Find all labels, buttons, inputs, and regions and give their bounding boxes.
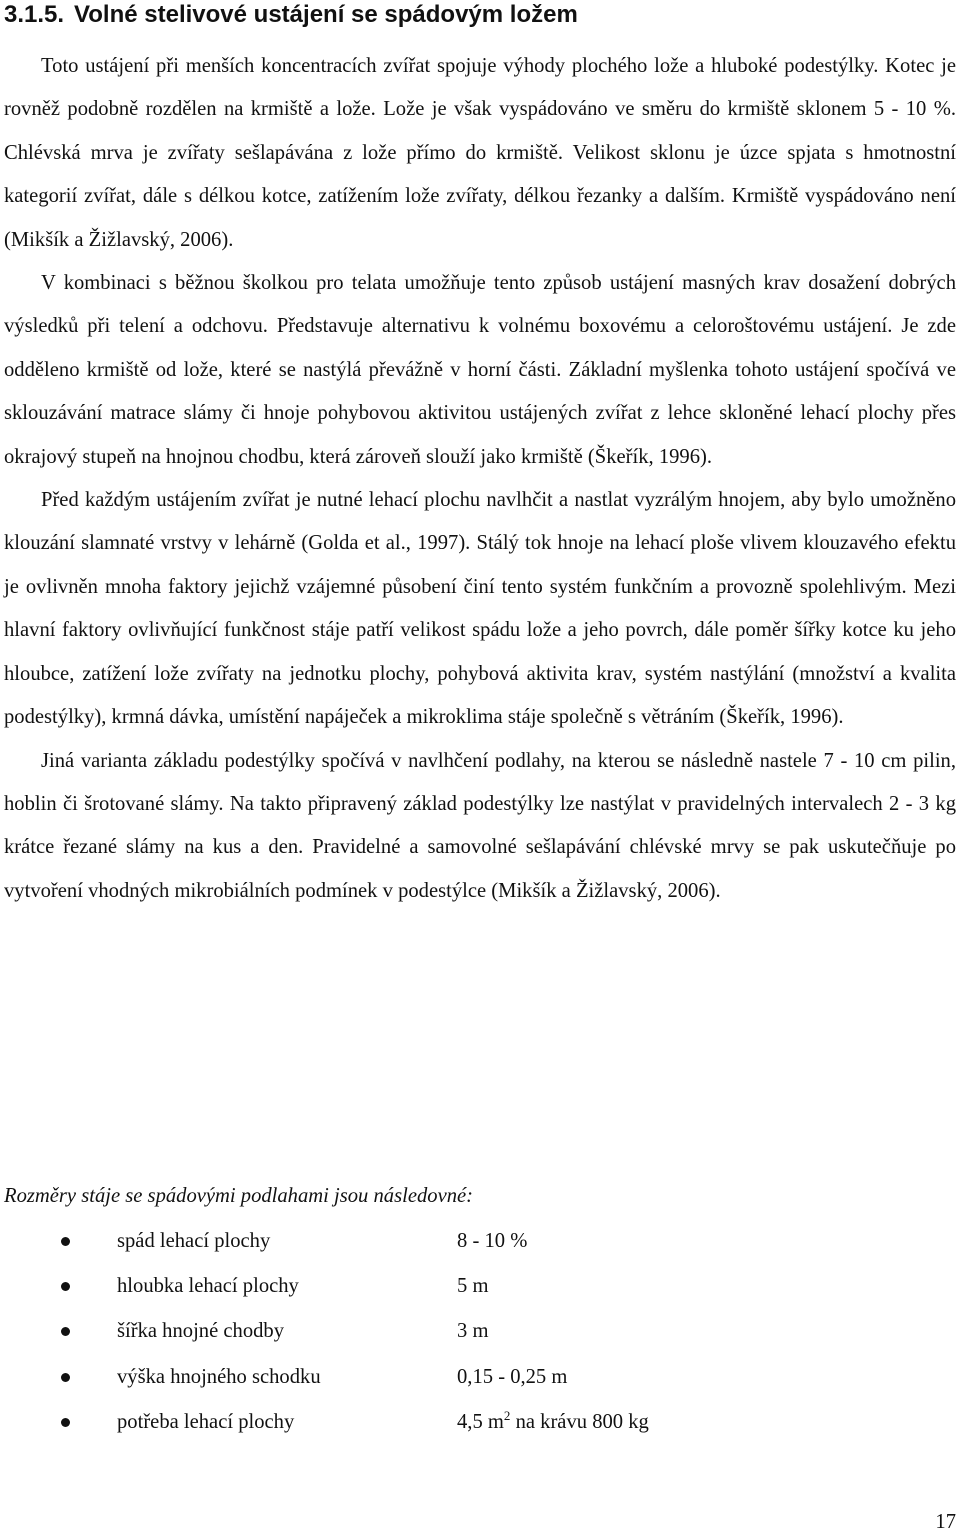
dimensions-title: Rozměry stáje se spádovými podlahami jsou následovné:: [4, 1185, 474, 1207]
page-number: 17: [935, 1511, 956, 1533]
section-heading: [4, 0, 578, 30]
body-text: [4, 45, 956, 913]
dimension-label: šířka hnojné chodby: [117, 1320, 285, 1343]
dimension-label: potřeba lehací plochy: [117, 1410, 295, 1433]
paragraph: V kombinaci s běžnou školkou pro telata umožňuje tento způsob ustájení masných krav dosažení dobrých výsledků při telení a odchovu. Představuje alternativu k volnému boxovému a celoroštovému ustájení. Je zde odděleno krmiště od lože, které se nastýlá převážně v horní části. Základní myšlenka tohoto ustájení spočívá ve sklouzávání matrace slámy či hnoje pohybovou aktivitou ustájených zvířat z lehce skloněné lehací plochy přes okrajový stupeň na hnojnou chodbu, která zároveň slouží jako krmiště (Škeřík, 1996).: [4, 272, 956, 468]
list-item: [0, 1355, 960, 1400]
value-superscript: 2: [503, 1407, 511, 1423]
dimension-label: spád lehací plochy: [117, 1230, 271, 1252]
list-item: [0, 1400, 960, 1445]
list-item: [0, 1219, 960, 1264]
dimension-value: 0,15 - 0,25 m: [457, 1365, 568, 1388]
paragraph: Před každým ustájením zvířat je nutné lehací plochu navlhčit a nastlat vyzrálým hnojem, aby bylo umožněno klouzání slamnaté vrstvy v lehárně (Golda et al., 1997). Stálý tok hnoje na lehací ploše vlivem klouzavého efektu je ovlivněn mnoha faktory jejichž vzájemné působení činí tento systém funkčním a provozně spolehlivým. Mezi hlavní faktory ovlivňující funkčnost stáje patří velikost spádu lože a jeho povrch, dále poměr šířky kotce ku jeho hloubce, zatížení lože zvířaty na jednotku plochy, pohybová aktivita krav, systém nastýlání (množství a kvalita podestýlky), krmná dávka, umístění napáječek a mikroklima stáje společně s větráním (Škeřík, 1996).: [4, 489, 956, 729]
section-title: Volné stelivové ustájení se spádovým ložem: [74, 1, 578, 28]
bullet-icon: [61, 1327, 70, 1336]
bullet-icon: [61, 1373, 70, 1382]
value-number: 4,5 m: [457, 1410, 504, 1433]
dimensions-list: [0, 1219, 960, 1445]
dimension-value: [457, 1400, 649, 1445]
bullet-icon: [61, 1418, 70, 1427]
list-item: [0, 1264, 960, 1309]
dimension-value: 5 m: [457, 1275, 489, 1298]
bullet-icon: [61, 1282, 70, 1291]
dimension-label: výška hnojného schodku: [117, 1365, 321, 1388]
bullet-icon: [61, 1237, 70, 1246]
dimension-value: 8 - 10 %: [457, 1230, 528, 1252]
section-number: 3.1.5.: [4, 1, 65, 28]
paragraph: Toto ustájení při menších koncentracích zvířat spojuje výhody plochého lože a hluboké podestýlky. Kotec je rovněž podobně rozdělen na krmiště a lože. Lože je však vyspádováno ve směru do krmiště sklonem 5 - 10 %. Chlévská mrva je zvířaty sešlapávána z lože přímo do krmiště. Velikost sklonu je úzce spjata s hmotnostní kategorií zvířat, dále s délkou kotce, zatížením lože zvířaty, délkou řezanky a dalším. Krmiště vyspádováno není (Mikšík a Žižlavský, 2006).: [4, 55, 956, 251]
value-suffix: na krávu 800 kg: [510, 1410, 649, 1433]
list-item: [0, 1309, 960, 1354]
paragraph: Jiná varianta základu podestýlky spočívá v navlhčení podlahy, na kterou se následně nastele 7 - 10 cm pilin, hoblin či šrotované slámy. Na takto připravený základ podestýlky lze nastýlat v pravidelných intervalech 2 - 3 kg krátce řezané slámy na kus a den. Pravidelné a samovolné sešlapávání chlévské mrvy se pak uskutečňuje po vytvoření vhodných mikrobiálních podmínek v podestýlce (Mikšík a Žižlavský, 2006).: [4, 749, 956, 902]
dimension-value: 3 m: [457, 1320, 489, 1343]
dimension-label: hloubka lehací plochy: [117, 1275, 299, 1298]
